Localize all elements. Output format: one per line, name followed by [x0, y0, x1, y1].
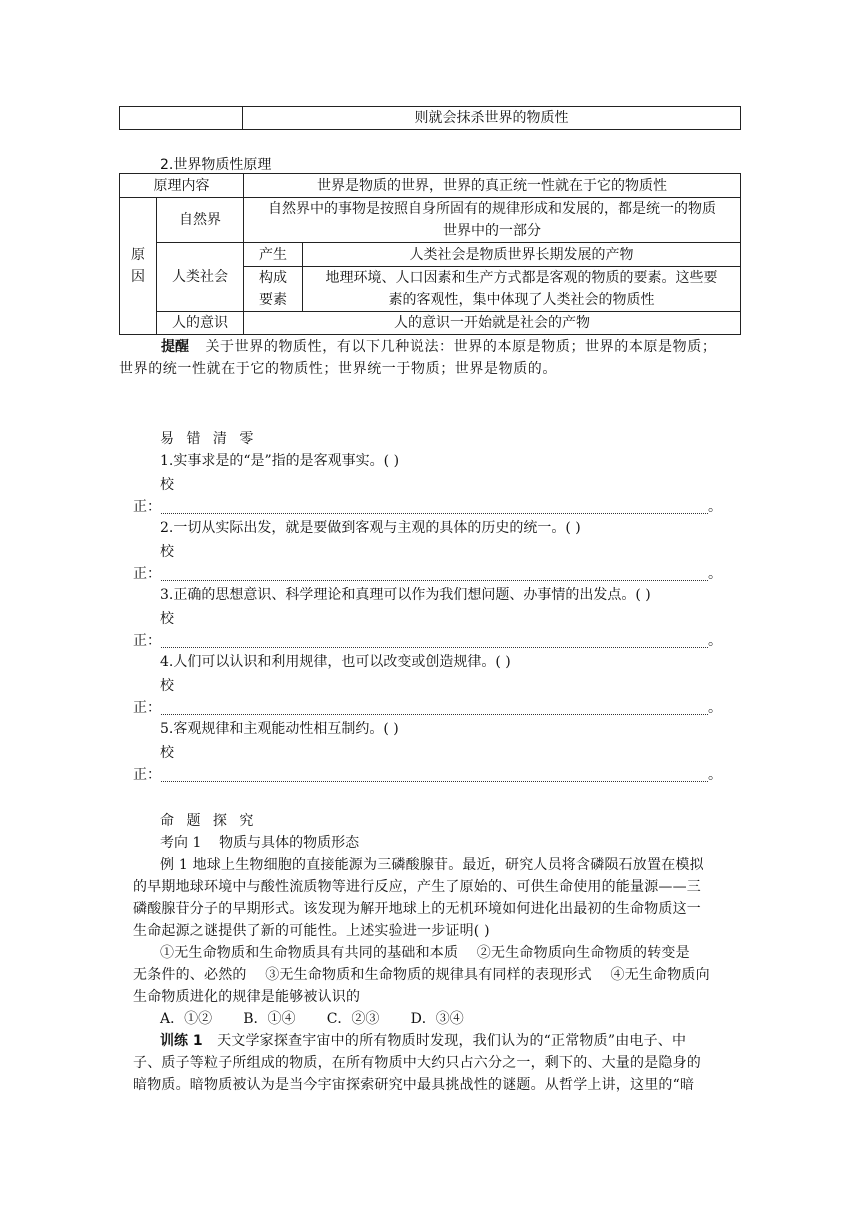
end-mark: 。: [708, 633, 722, 649]
produce-text: 人类社会是物质世界长期发展的产物: [303, 243, 741, 267]
society-label: 人类社会: [157, 243, 244, 312]
compose-text: [303, 267, 741, 312]
compose-text-line-2: 素的客观性，集中体现了人类社会的物质性: [388, 292, 655, 308]
correction-row: [133, 496, 722, 516]
section-heading: 2.世界物质性原理: [160, 157, 272, 173]
choices-line: A．①② B．①④ C．②③ D．③④: [160, 1011, 464, 1027]
errors-list: [0, 450, 860, 790]
zheng-label: 正：: [133, 633, 161, 649]
correction-input[interactable]: [161, 702, 708, 715]
correction-input[interactable]: [161, 769, 708, 782]
correction-input[interactable]: [161, 635, 708, 648]
example-line: 的早期地球环境中与酸性流质物等进行反应，产生了原始的、可供生命使用的能量源——三: [133, 879, 701, 895]
training-line: 暗物质。暗物质被认为是当今宇宙探索研究中最具挑战性的谜题。从哲学上讲，这里的“暗: [133, 1077, 695, 1093]
training-line: 天文学家探查宇宙中的所有物质时发现，我们认为的“正常物质”由电子、中: [217, 1033, 687, 1049]
errors-heading: 易 错 清 零: [160, 431, 258, 447]
training-line: 子、质子等粒子所组成的物质，在所有物质中大约只占六分之一，剩下的、大量的是隐身的: [133, 1055, 701, 1071]
error-item-text: 5.客观规律和主观能动性相互制约。( ): [160, 721, 399, 737]
compose-label-line-1: 构成: [259, 270, 287, 286]
zheng-label: 正：: [133, 767, 161, 783]
option-line: ①无生命物质和生命物质具有共同的基础和本质 ②无生命物质向生命物质的转变是: [160, 945, 690, 961]
correction-row: [133, 630, 722, 650]
option-line: 无条件的、必然的 ③无生命物质和生命物质的规律具有同样的表现形式 ④无生命物质向: [133, 967, 710, 983]
reason-label: [120, 198, 157, 335]
compose-label: [244, 267, 303, 312]
zheng-label: 正：: [133, 499, 161, 515]
consciousness-text: 人的意识一开始就是社会的产物: [244, 312, 741, 335]
error-item-text: 3.正确的思想意识、科学理论和真理可以作为我们想问题、办事情的出发点。( ): [160, 587, 651, 603]
tip-text-2: 世界的统一性就在于它的物质性；世界统一于物质；世界是物质的。: [119, 361, 557, 377]
reason-char-1: 原: [131, 247, 145, 263]
produce-label: 产生: [244, 243, 303, 267]
correction-input[interactable]: [161, 568, 708, 581]
nature-label: 自然界: [157, 198, 244, 243]
direction-title: 考向 1 物质与具体的物质形态: [160, 835, 360, 851]
error-item: [160, 584, 651, 606]
reason-char-2: 因: [131, 269, 145, 285]
jiao-3: 校: [160, 611, 174, 627]
correction-row: [133, 697, 722, 717]
zheng-label: 正：: [133, 700, 161, 716]
error-item-text: 1.实事求是的“是”指的是客观事实。( ): [160, 453, 400, 469]
nature-text-line-2: 世界中的一部分: [443, 223, 541, 239]
nature-text: [244, 198, 741, 243]
compose-label-line-2: 要素: [259, 292, 287, 308]
error-item-text: 2.一切从实际出发，就是要做到客观与主观的具体的历史的统一。( ): [160, 520, 581, 536]
error-item-text: 4.人们可以认识和利用规律，也可以改变或创造规律。( ): [160, 654, 511, 670]
correction-row: [133, 563, 722, 583]
jiao-4: 校: [160, 678, 174, 694]
compose-text-line-1: 地理环境、人口因素和生产方式都是客观的物质的要素。这些要: [325, 270, 718, 286]
tip-block: [119, 336, 741, 380]
nature-text-line-1: 自然界中的事物是按照自身所固有的规律形成和发展的，都是统一的物质: [268, 201, 716, 217]
error-item: [160, 718, 399, 740]
example-line: 磷酸腺苷分子的早期形式。该发现为解开地球上的无机环境如何进化出最初的生命物质这一: [133, 901, 701, 917]
zheng-label: 正：: [133, 566, 161, 582]
top-table-right-cell: 则就会抹杀世界的物质性: [243, 107, 741, 130]
example-line: 例 1 地球上生物细胞的直接能源为三磷酸腺苷。最近，研究人员将含磷陨石放置在模拟: [160, 857, 704, 873]
tip-label: 提醒: [161, 339, 189, 355]
tip-text-1: 关于世界的物质性，有以下几种说法：世界的本原是物质；世界的本原是物质；: [205, 339, 717, 355]
end-mark: 。: [708, 499, 722, 515]
top-table-empty-cell: [120, 107, 243, 130]
jiao-2: 校: [160, 544, 174, 560]
end-mark: 。: [708, 700, 722, 716]
top-table: [119, 106, 741, 130]
explore-heading: 命 题 探 究: [160, 813, 258, 829]
content-text: 世界是物质的世界，世界的真正统一性就在于它的物质性: [244, 174, 741, 198]
principle-table: [119, 173, 741, 335]
jiao-5: 校: [160, 745, 174, 761]
example-line: 生命起源之谜提供了新的可能性。上述实验进一步证明( ): [133, 923, 490, 939]
end-mark: 。: [708, 767, 722, 783]
jiao-1: 校: [160, 477, 174, 493]
example-block: [133, 854, 743, 1096]
consciousness-label: 人的意识: [157, 312, 244, 335]
training-label: 训练 1: [160, 1033, 203, 1049]
content-label: 原理内容: [120, 174, 244, 198]
option-line: 生命物质进化的规律是能够被认识的: [133, 989, 361, 1005]
correction-row: [133, 764, 722, 784]
error-item: [160, 450, 399, 472]
error-item: [160, 517, 581, 539]
end-mark: 。: [708, 566, 722, 582]
error-item: [160, 651, 511, 673]
correction-input[interactable]: [161, 501, 708, 514]
